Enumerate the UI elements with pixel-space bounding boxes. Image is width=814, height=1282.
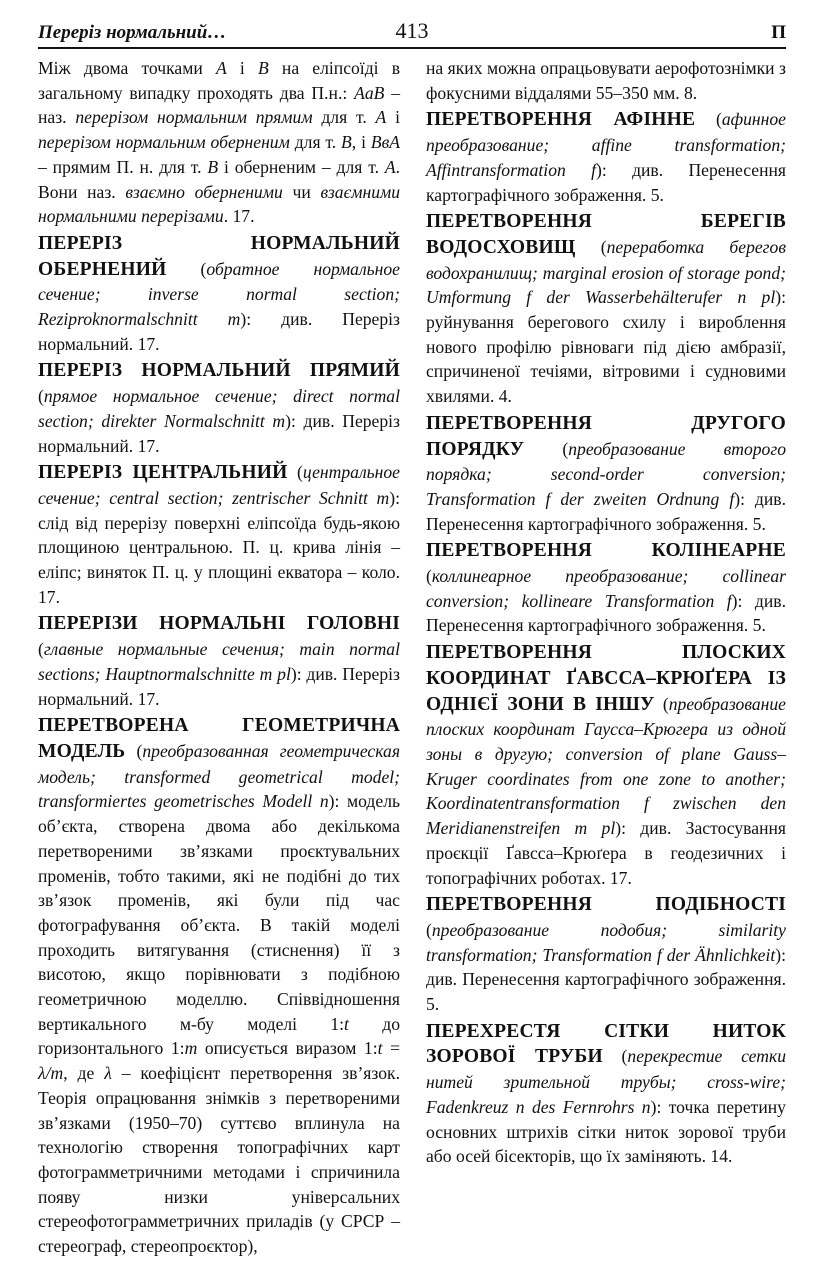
entry-italic-text: A	[384, 156, 396, 177]
entry-text: ): див. Перенесення картографічного зображення. 5.	[426, 488, 787, 534]
dictionary-entry	[38, 56, 400, 229]
entry-headword: ПЕРЕТВОРЕННЯ ПЛОСКИХ КООРДИНАТ ҐАВССА–КРЮҐЕРА ІЗ ОДНІЄЇ ЗОНИ В ІНШУ	[426, 642, 786, 715]
entry-italic-text: A	[375, 107, 387, 128]
entry-text: (	[287, 462, 303, 483]
dictionary-entry	[426, 538, 786, 638]
entry-text: , і	[351, 132, 371, 153]
entry-text: . Вони наз.	[38, 156, 400, 202]
entry-text: (	[426, 566, 432, 587]
entry-text: (	[38, 639, 44, 660]
entry-italic-text: перерізом нормальним оберненим	[38, 132, 290, 153]
entry-text: , де	[63, 1063, 105, 1084]
entry-text: чи	[282, 181, 321, 202]
entry-italic-text: коллинеарное преобразование; collinear conversion; kollineare Transformation f	[426, 566, 786, 611]
entry-italic-text: преобразование второго порядка; second-order conversion; Transformation f der zweiten Ordnung f	[426, 438, 786, 509]
entry-italic-text: главные нормальные сечения; main normal sections; Hauptnormalschnitte m pl	[38, 639, 400, 684]
dictionary-entry	[38, 460, 400, 609]
entry-text: і оберненим – для т.	[218, 156, 385, 177]
entry-headword: ПЕРЕРІЗ ЦЕНТРАЛЬНИЙ	[38, 462, 288, 484]
dictionary-entry	[426, 1019, 786, 1169]
dictionary-entry	[426, 56, 786, 105]
entry-text: – прямим П. н. для т.	[38, 156, 208, 177]
entry-italic-text: t	[344, 1013, 349, 1034]
entry-italic-text: B	[341, 132, 352, 153]
entry-text: для т.	[312, 107, 376, 128]
entry-text: (	[426, 919, 432, 940]
dictionary-entry	[426, 209, 786, 409]
entry-headword: ПЕРЕТВОРЕННЯ БЕРЕГІВ ВОДОСХОВИЩ	[426, 211, 786, 258]
dictionary-entry	[426, 411, 786, 537]
entry-text: (	[524, 438, 569, 459]
running-title: Переріз нормальний…	[38, 22, 227, 43]
entry-text: і	[226, 58, 258, 78]
entry-text: ): див. Переріз нормальний. 17.	[38, 309, 400, 354]
entry-italic-text: преобразование подобия; similarity transformation; Transformation f der Ähnlichkeit	[426, 919, 786, 965]
entry-italic-text: афинное преобразование; affine transformation; Affintransformation f	[426, 109, 786, 180]
entry-text: до горизонтального 1:	[38, 1013, 400, 1059]
entry-italic-text: взаємними нормальними перерізами	[38, 181, 401, 227]
entry-italic-text: m	[184, 1038, 198, 1059]
entry-text: для т.	[289, 132, 342, 153]
entry-text: (	[695, 109, 722, 130]
entry-text: і	[386, 107, 400, 128]
dictionary-entry	[426, 107, 786, 207]
entry-headword: ПЕРЕХРЕСТЯ СІТКИ НИТОК ЗОРОВОЇ ТРУБИ	[426, 1020, 786, 1068]
entry-italic-text: B	[207, 156, 219, 177]
entry-text: ): див. Перенесення картографічного зображення. 5.	[426, 159, 786, 205]
entry-headword: ПЕРЕТВОРЕННЯ ПОДІБНОСТІ	[426, 894, 786, 916]
entry-headword: ПЕРЕТВОРЕННЯ ДРУГОГО ПОРЯДКУ	[426, 412, 786, 460]
dictionary-entry	[38, 713, 400, 1258]
entry-text: (	[166, 258, 207, 279]
entry-text: . 17.	[223, 206, 255, 227]
entry-headword: ПЕРЕРІЗИ НОРМАЛЬНІ ГОЛОВНІ	[38, 613, 400, 635]
entry-headword: ПЕРЕТВОРЕННЯ АФІННЕ	[426, 109, 696, 131]
entry-text: (	[38, 386, 44, 407]
entry-italic-text: преобразование плоских координат Гаусса–Крюгера из одной зоны в другую; conversion of plane Gauss–Kruger coordinates from one zone to another; Koordinatentransformation f zwischen den Meridianenstreifen m pl	[426, 693, 786, 839]
entry-text: (	[602, 1046, 628, 1067]
header-rule	[38, 47, 786, 49]
entry-text: Між двома точками	[38, 58, 216, 78]
entry-italic-text: обратное нормальное сечение; inverse normal section; Reziproknormalschnitt m	[38, 258, 400, 330]
entry-text: ): див. Застосування проєкції Ґавсса–Крюґера в геодезичних і топографічних роботах. 17.	[426, 818, 786, 888]
entry-italic-text: взаємно оберненими	[125, 181, 283, 202]
page-header	[38, 18, 786, 48]
right-column	[426, 56, 786, 1171]
dictionary-entry	[426, 892, 786, 1017]
section-letter: П	[771, 22, 786, 43]
entry-text: ): модель об’єкта, створена двома або декількома перетвореними зв’язками проєктувальних променів, тобто такими, які не подібні до тих зв’язок променів, які були під час фотографування об’єкта. В такій моделі проходить витягування (стиснення) її з висотою, якщо порівнювати з подібною геометричною моделлю. Співвідношення вертикального м-бу моделі 1:	[38, 791, 400, 1034]
entry-text: описується виразом 1:	[197, 1038, 378, 1059]
entry-text: на яких можна опрацьовувати аерофотознімки з фокусними віддалями 55–350 мм. 8.	[426, 58, 786, 103]
entry-italic-text: λ	[104, 1063, 112, 1084]
entry-headword: ПЕРЕРІЗ НОРМАЛЬНИЙ ОБЕРНЕНИЙ	[38, 232, 400, 280]
entry-text: на еліпсоїді в загальному випадку проходять два П.н.:	[38, 58, 401, 103]
entry-text: ): руйнування берегового схилу і вироблення нового профілю рівноваги під дією амбразії, спричиненої течіями, вітровими і судновими хвилями. 4.	[426, 287, 786, 407]
left-column	[38, 56, 400, 1261]
entry-text: – коефіцієнт перетворення зв’язок. Теорія опрацювання знімків з перетвореними зв’язками (1950–70) суттєво вплинула на технологію створення топографічних карт фотограмметричними методами і спричинила появу низки універсальних стереофотограмметричних приладів (у СРСР – стереограф, стереопроєктор),	[38, 1063, 400, 1257]
dictionary-entry	[426, 640, 786, 890]
entry-text: (	[125, 740, 143, 761]
entry-italic-text: λ/m	[38, 1063, 64, 1084]
entry-text: – наз.	[38, 82, 400, 128]
entry-italic-text: BвA	[370, 132, 400, 153]
entry-text: ): див. Переріз нормальний. 17.	[38, 410, 400, 456]
entry-headword: ПЕРЕРІЗ НОРМАЛЬНИЙ ПРЯМИЙ	[38, 360, 400, 382]
dictionary-entry	[38, 358, 400, 458]
entry-text: ): точка перетину основних штрихів сітки ниток зорової труби або осей бісекторів, що їх заміняють. 14.	[426, 1096, 786, 1167]
entry-text: (	[654, 693, 669, 714]
entry-italic-text: прямое нормальное сечение; direct normal section; direkter Normalschnitt m	[38, 386, 400, 431]
entry-italic-text: перекрестие сетки нитей зрительной трубы; cross-wire; Fadenkreuz n des Fernrohrs n	[426, 1046, 786, 1117]
entry-text: ): див. Перенесення картографічного зображення. 5.	[426, 944, 786, 1015]
entry-text: (	[575, 236, 607, 257]
entry-italic-text: переработка берегов водохранилищ; marginal erosion of storage pond; Umformung f der Wasserbehälterufer n pl	[426, 236, 786, 308]
entry-italic-text: A	[215, 58, 227, 78]
page-number: 413	[395, 18, 429, 43]
dictionary-entry	[38, 231, 400, 357]
entry-italic-text: t	[377, 1038, 383, 1059]
entry-italic-text: преобразованная геометрическая модель; transformed geometrical model; transformiertes geometrisches Modell n	[38, 740, 400, 812]
entry-headword: ПЕРЕТВОРЕНА ГЕОМЕТРИЧНА МОДЕЛЬ	[38, 715, 400, 762]
entry-text: ): див. Перенесення картографічного зображення. 5.	[426, 590, 787, 636]
dictionary-entry	[38, 611, 400, 711]
entry-italic-text: центральное сечение; central section; zentrischer Schnitt m	[38, 462, 400, 508]
entry-italic-text: AaB	[354, 82, 385, 103]
entry-text: ): слід від перерізу поверхні еліпсоїда будь-якою площиною центральною. П. ц. крива лінія – еліпс; виняток П. ц. у площині екватора – коло. 17.	[38, 487, 400, 607]
entry-text: ): див. Переріз нормальний. 17.	[38, 663, 400, 709]
entry-italic-text: перерізом нормальним прямим	[75, 107, 313, 128]
entry-text: =	[382, 1038, 400, 1059]
entry-headword: ПЕРЕТВОРЕННЯ КОЛІНЕАРНЕ	[426, 540, 786, 562]
entry-italic-text: B	[257, 58, 269, 78]
